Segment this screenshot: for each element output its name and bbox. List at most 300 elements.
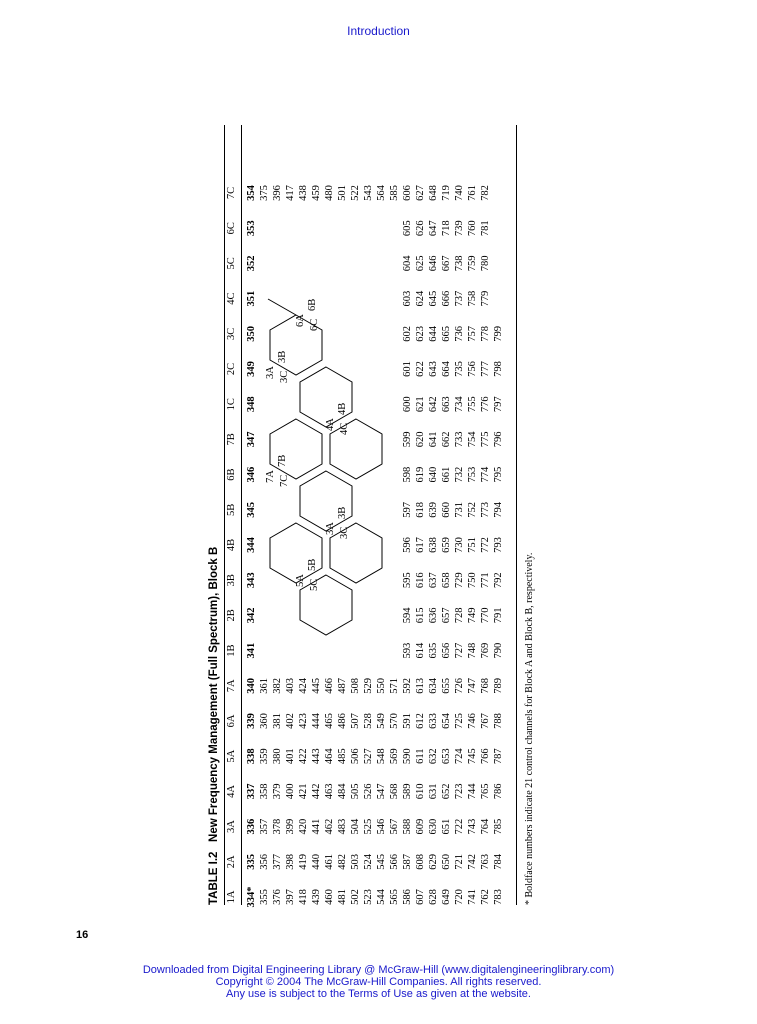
table-cell: 442: [311, 783, 322, 800]
table-cell: 649: [441, 889, 452, 905]
table-cell: 793: [493, 537, 504, 553]
hex-cell: [270, 419, 322, 479]
sector-label: 4B: [337, 402, 348, 415]
table-cell: 422: [298, 748, 309, 765]
table-cell: 764: [480, 818, 491, 835]
table-cell: 785: [493, 818, 504, 835]
footer-download-line[interactable]: Downloaded from Digital Engineering Library @ McGraw-Hill (www.digitalengineeringlibrary.com): [142, 964, 615, 976]
table-cell: 657: [441, 607, 452, 624]
table-cell: 565: [389, 889, 400, 905]
table-cell: 667: [441, 255, 452, 272]
table-cell: 660: [441, 501, 452, 518]
table-cell: 564: [376, 185, 387, 201]
table-cell: 636: [428, 607, 439, 624]
sector-label: 3A: [265, 366, 276, 379]
control-channel-cell: 350: [246, 325, 257, 342]
table-cell: 618: [415, 501, 426, 518]
table-cell: 640: [428, 466, 439, 483]
table-cell: 599: [402, 431, 413, 448]
table-cell: 593: [402, 642, 413, 659]
table-cell: 776: [480, 396, 491, 413]
table-cell: 418: [298, 889, 309, 905]
table-cell: 620: [415, 431, 426, 448]
table-cell: 462: [324, 818, 335, 835]
column-header-1a: 1A: [226, 890, 237, 904]
table-cell: 355: [259, 889, 270, 905]
control-channel-cell: 341: [246, 642, 257, 659]
control-channel-cell: 347: [246, 431, 257, 448]
table-cell: 611: [415, 748, 426, 764]
sector-label: 5B: [307, 558, 318, 571]
control-channel-cell: 348: [246, 396, 257, 413]
table-cell: 726: [454, 677, 465, 694]
table-cell: 651: [441, 818, 452, 835]
table-cell: 483: [337, 818, 348, 835]
table-cell: 753: [467, 466, 478, 483]
table-cell: 787: [493, 748, 504, 765]
table-cell: 438: [298, 185, 309, 201]
table-cell: 595: [402, 572, 413, 589]
table-cell: 790: [493, 642, 504, 659]
column-header-3a: 3A: [226, 820, 237, 834]
table-cell: 722: [454, 818, 465, 835]
table-cell: 381: [272, 713, 283, 729]
table-cell: 397: [285, 889, 296, 905]
table-cell: 421: [298, 783, 309, 800]
table-cell: 357: [259, 818, 270, 835]
table-cell: 569: [389, 748, 400, 765]
table-cell: 444: [311, 713, 322, 729]
table-cell: 731: [454, 501, 465, 518]
table-cell: 486: [337, 713, 348, 729]
control-channel-cell: 343: [246, 572, 257, 589]
table-cell: 424: [298, 677, 309, 694]
table-cell: 623: [415, 325, 426, 342]
table-cell: 337: [246, 783, 257, 800]
table-cell: 607: [415, 889, 426, 905]
table-cell: 571: [389, 677, 400, 694]
table-cell: 624: [415, 290, 426, 307]
sector-label: 3B: [277, 350, 288, 363]
table-cell: 665: [441, 325, 452, 342]
table-cell: 484: [337, 783, 348, 800]
table-cell: 508: [350, 677, 361, 694]
table-cell: 736: [454, 325, 465, 342]
table-cell: 762: [480, 889, 491, 905]
table-cell: 616: [415, 572, 426, 589]
table-cell: 336: [246, 818, 257, 835]
table-cell: 382: [272, 677, 283, 694]
table-label: TABLE I.2: [208, 851, 220, 905]
table-cell: 419: [298, 853, 309, 870]
table-cell: 740: [454, 185, 465, 201]
column-header-3b: 3B: [226, 574, 237, 587]
table-cell: 610: [415, 783, 426, 800]
column-header-6c: 6C: [226, 222, 237, 235]
table-cell: 783: [493, 889, 504, 905]
table-cell: 794: [493, 501, 504, 518]
table-cell: 724: [454, 748, 465, 765]
table-cell: 739: [454, 220, 465, 237]
table-cell: 360: [259, 713, 270, 729]
page-number: 16: [76, 929, 89, 941]
column-header-5c: 5C: [226, 257, 237, 270]
table-cell: 798: [493, 361, 504, 377]
table-cell: 505: [350, 783, 361, 800]
table-cell: 528: [363, 713, 374, 729]
table-cell: 608: [415, 853, 426, 870]
sector-label: 7C: [279, 474, 290, 487]
table-cell: 601: [402, 361, 413, 377]
table-cell: 600: [402, 396, 413, 413]
table-cell: 524: [363, 853, 374, 870]
table-cell: 765: [480, 783, 491, 800]
table-cell: 634: [428, 677, 439, 694]
table-cell: 606: [402, 185, 413, 201]
sector-label: 3C: [339, 526, 350, 539]
table-cell: 773: [480, 501, 491, 518]
table-cell: 653: [441, 748, 452, 765]
table-cell: 613: [415, 677, 426, 694]
table-cell: 403: [285, 677, 296, 694]
table-cell: 443: [311, 748, 322, 765]
table-cell: 746: [467, 713, 478, 729]
table-cell: 661: [441, 466, 452, 483]
footer-copyright-line: Copyright © 2004 The McGraw-Hill Companies. All rights reserved.: [215, 976, 542, 988]
table-cell: 605: [402, 220, 413, 237]
table-cell: 396: [272, 185, 283, 201]
table-cell: 747: [467, 677, 478, 694]
table-cell: 664: [441, 361, 452, 377]
column-header-7a: 7A: [226, 679, 237, 693]
table-cell: 585: [389, 185, 400, 201]
table-cell: 772: [480, 537, 491, 553]
table-cell: 399: [285, 818, 296, 835]
table-cell: 728: [454, 607, 465, 624]
table-cell: 502: [350, 889, 361, 905]
table-cell: 643: [428, 361, 439, 377]
table-cell: 641: [428, 431, 439, 448]
column-header-6b: 6B: [226, 468, 237, 481]
table-cell: 655: [441, 677, 452, 694]
table-cell: 797: [493, 396, 504, 413]
table-cell: 745: [467, 748, 478, 765]
table-cell: 756: [467, 361, 478, 377]
table-cell: 378: [272, 818, 283, 835]
table-cell: 718: [441, 220, 452, 237]
table-cell: 614: [415, 642, 426, 659]
table-cell: 663: [441, 396, 452, 413]
table-cell: 507: [350, 713, 361, 729]
table-cell: 774: [480, 466, 491, 483]
table-cell: 788: [493, 713, 504, 729]
table-footnote: * Boldface numbers indicate 21 control channels for Block A and Block B, respectively.: [524, 552, 535, 905]
sector-label: 4C: [339, 422, 350, 435]
table-cell: 632: [428, 748, 439, 765]
control-channel-cell: 344: [246, 537, 257, 553]
table-cell: 598: [402, 466, 413, 483]
table-cell: 596: [402, 537, 413, 553]
table-cell: 380: [272, 748, 283, 765]
table-cell: 750: [467, 572, 478, 589]
sector-label: 4A: [325, 418, 336, 431]
table-cell: 377: [272, 853, 283, 870]
table-cell: 621: [415, 396, 426, 413]
table-cell: 501: [337, 185, 348, 201]
table-cell: 662: [441, 431, 452, 448]
table-cell: 752: [467, 501, 478, 518]
control-channel-cell: 342: [246, 607, 257, 624]
table-cell: 587: [402, 853, 413, 870]
table-cell: 529: [363, 677, 374, 694]
table-cell: 417: [285, 185, 296, 201]
table-cell: 420: [298, 818, 309, 835]
column-header-6a: 6A: [226, 714, 237, 728]
table-cell: 398: [285, 853, 296, 870]
sector-label: 6C: [309, 318, 320, 331]
table-cell: 615: [415, 607, 426, 624]
table-cell: 719: [441, 185, 452, 201]
table-cell: 482: [337, 853, 348, 870]
table-cell: 527: [363, 748, 374, 765]
table-cell: 766: [480, 748, 491, 765]
table-cell: 737: [454, 290, 465, 307]
table-cell: 481: [337, 889, 348, 905]
table-cell: 791: [493, 607, 504, 624]
sector-label: 5C: [309, 578, 320, 591]
table-cell: 522: [350, 185, 361, 201]
table-cell: 652: [441, 783, 452, 800]
table-cell: 461: [324, 853, 335, 870]
column-header-2c: 2C: [226, 362, 237, 376]
table-cell: 647: [428, 220, 439, 237]
control-channel-cell: 352: [246, 255, 257, 272]
table-cell: 460: [324, 889, 335, 905]
table-cell: 758: [467, 290, 478, 307]
column-header-2a: 2A: [226, 855, 237, 869]
table-cell: 622: [415, 361, 426, 377]
table-cell: 440: [311, 853, 322, 870]
table-cell: 567: [389, 818, 400, 835]
table-cell: 792: [493, 572, 504, 589]
table-cell: 566: [389, 853, 400, 870]
table-cell: 760: [467, 220, 478, 237]
table-cell: 602: [402, 325, 413, 342]
table-cell: 779: [480, 290, 491, 307]
table-cell: 635: [428, 642, 439, 659]
table-cell: 778: [480, 325, 491, 342]
column-header-5a: 5A: [226, 749, 237, 763]
table-cell: 629: [428, 853, 439, 870]
table-cell: 648: [428, 185, 439, 201]
table-cell: 589: [402, 783, 413, 800]
table-caption: New Frequency Management (Full Spectrum), Block B: [208, 546, 220, 842]
table-cell: 358: [259, 783, 270, 800]
table-cell: 400: [285, 783, 296, 800]
table-cell: 503: [350, 853, 361, 870]
table-cell: 590: [402, 748, 413, 765]
control-channel-cell: 349: [246, 361, 257, 377]
table-cell: 401: [285, 748, 296, 765]
table-cell: 780: [480, 255, 491, 272]
sector-label: 3C: [279, 370, 290, 383]
table-cell: 658: [441, 572, 452, 589]
table-cell: 770: [480, 607, 491, 624]
table-cell: 550: [376, 677, 387, 694]
table-cell: 638: [428, 537, 439, 553]
table-cell: 786: [493, 783, 504, 800]
table-cell: 734: [454, 396, 465, 413]
table-cell: 732: [454, 466, 465, 483]
table-cell: 570: [389, 713, 400, 729]
table-cell: 768: [480, 677, 491, 694]
table-cell: 445: [311, 677, 322, 694]
table-cell: 626: [415, 220, 426, 237]
column-header-1c: 1C: [226, 398, 237, 411]
table-cell: 631: [428, 783, 439, 800]
footer-terms-line[interactable]: Any use is subject to the Terms of Use as given at the website.: [226, 988, 531, 1000]
table-cell: 376: [272, 889, 283, 905]
table-cell: 619: [415, 466, 426, 483]
table-cell: 340: [246, 677, 257, 694]
table-cell: 547: [376, 783, 387, 800]
table-cell: 755: [467, 396, 478, 413]
table-cell: 650: [441, 853, 452, 870]
column-header-5b: 5B: [226, 503, 237, 516]
hex-cell-diagram: [208, 125, 538, 905]
table-cell: 359: [259, 748, 270, 765]
table-cell: 730: [454, 537, 465, 553]
table-cell: 548: [376, 748, 387, 765]
table-cell: 523: [363, 889, 374, 905]
table-cell: 749: [467, 607, 478, 624]
sector-label: 6B: [307, 298, 318, 311]
table-cell: 609: [415, 818, 426, 835]
table-cell: 597: [402, 501, 413, 518]
table-cell: 751: [467, 537, 478, 553]
table-cell: 586: [402, 889, 413, 905]
control-channel-cell: 353: [246, 220, 257, 237]
table-cell: 637: [428, 572, 439, 589]
table-cell: 654: [441, 713, 452, 729]
table-cell: 546: [376, 818, 387, 835]
column-header-1b: 1B: [226, 644, 237, 657]
footer: [0, 964, 757, 1000]
table-cell: 795: [493, 466, 504, 483]
table-cell: 733: [454, 431, 465, 448]
table-cell: 775: [480, 431, 491, 448]
table-cell: 784: [493, 853, 504, 870]
table-cell: 738: [454, 255, 465, 272]
table-cell: 463: [324, 783, 335, 800]
sector-label: 3B: [337, 506, 348, 519]
table-cell: 777: [480, 361, 491, 377]
table-cell: 612: [415, 713, 426, 729]
table-cell: 757: [467, 325, 478, 342]
table-cell: 729: [454, 572, 465, 589]
column-header-7c: 7C: [226, 186, 237, 200]
table-cell: 628: [428, 889, 439, 905]
table-cell: 423: [298, 713, 309, 729]
table-cell: 789: [493, 677, 504, 694]
control-channel-cell: 354: [246, 185, 257, 201]
table-cell: 659: [441, 537, 452, 553]
table-cell: 338: [246, 748, 257, 765]
table-cell: 375: [259, 185, 270, 201]
table-cell: 721: [454, 853, 465, 870]
table-cell: 646: [428, 255, 439, 272]
table-cell: 645: [428, 290, 439, 307]
table-cell: 666: [441, 290, 452, 307]
table-cell: 356: [259, 853, 270, 870]
table-cell: 591: [402, 713, 413, 729]
table-cell: 464: [324, 748, 335, 765]
table-cell: 588: [402, 818, 413, 835]
table-cell: 627: [415, 185, 426, 201]
column-header-7b: 7B: [226, 433, 237, 446]
table-cell: 741: [467, 889, 478, 905]
sector-label: 7A: [265, 470, 276, 483]
table-cell: 545: [376, 853, 387, 870]
table-cell: 617: [415, 537, 426, 553]
table-cell: 604: [402, 255, 413, 272]
control-channel-cell: 351: [246, 290, 257, 307]
hex-cell: [300, 575, 352, 635]
table-cell: 594: [402, 607, 413, 624]
table-cell: 402: [285, 713, 296, 729]
table-cell: 544: [376, 889, 387, 905]
table-cell: 592: [402, 677, 413, 694]
sector-label: 6A: [295, 314, 306, 327]
table-cell: 361: [259, 677, 270, 694]
table-cell: 526: [363, 783, 374, 800]
table-cell: 439: [311, 889, 322, 905]
table-cell: 735: [454, 361, 465, 377]
table-cell: 799: [493, 325, 504, 342]
table-cell: 796: [493, 431, 504, 448]
table-cell: 465: [324, 713, 335, 729]
sector-label: 7B: [277, 454, 288, 467]
table-cell: 782: [480, 185, 491, 201]
table-cell: 723: [454, 783, 465, 800]
column-header-2b: 2B: [226, 609, 237, 622]
control-channel-cell: 345: [246, 501, 257, 518]
table-cell: 459: [311, 185, 322, 201]
table-cell: 644: [428, 325, 439, 342]
table-cell: 603: [402, 290, 413, 307]
column-header-4c: 4C: [226, 292, 237, 305]
column-header-4b: 4B: [226, 538, 237, 552]
table-cell: 748: [467, 642, 478, 659]
table-cell: 781: [480, 220, 491, 237]
table-cell: 504: [350, 818, 361, 835]
table-cell: 771: [480, 572, 491, 589]
table-cell: 727: [454, 642, 465, 659]
sector-label: 3A: [325, 522, 336, 535]
sector-label: 5A: [295, 574, 306, 587]
table-cell: 754: [467, 431, 478, 448]
table-cell: 549: [376, 713, 387, 729]
table-cell: 761: [467, 185, 478, 201]
table-cell: 744: [467, 783, 478, 800]
table-cell: 743: [467, 818, 478, 835]
table-cell: 487: [337, 677, 348, 694]
table-cell: 759: [467, 255, 478, 272]
hex-tail-line: [268, 299, 296, 315]
table-cell: 725: [454, 713, 465, 729]
table-cell: 506: [350, 748, 361, 765]
table-cell: 568: [389, 783, 400, 800]
